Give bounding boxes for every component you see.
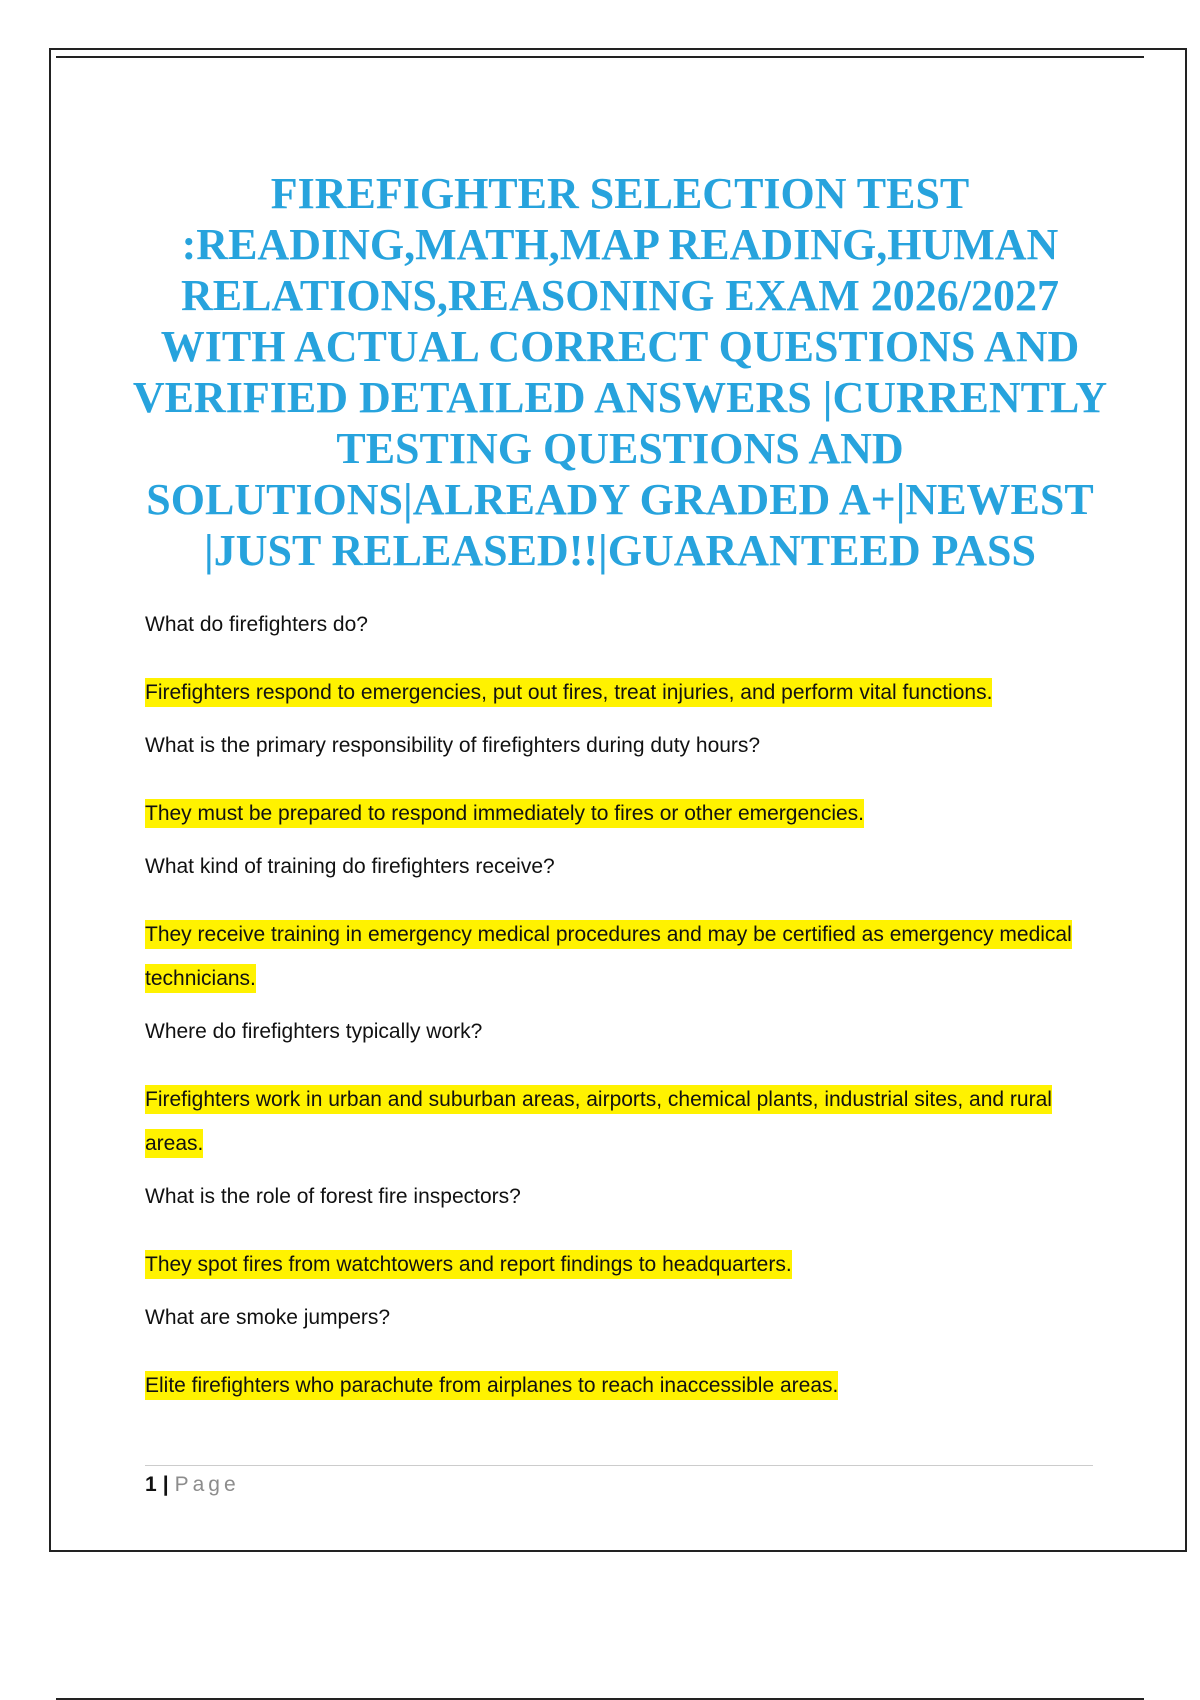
highlighted-answer: They spot fires from watchtowers and report findings to headquarters. bbox=[145, 1250, 792, 1279]
page-number: 1 bbox=[145, 1473, 157, 1496]
answer-block bbox=[145, 792, 1085, 836]
highlighted-answer: They receive training in emergency medical procedures and may be certified as emergency medical technicians. bbox=[145, 920, 1072, 993]
qa-item bbox=[145, 1017, 1085, 1166]
highlighted-answer: They must be prepared to respond immediately to fires or other emergencies. bbox=[145, 799, 864, 828]
qa-list bbox=[145, 610, 1085, 1424]
highlighted-answer: Elite firefighters who parachute from airplanes to reach inaccessible areas. bbox=[145, 1371, 838, 1400]
answer-block bbox=[145, 1078, 1085, 1166]
question-text: What is the role of forest fire inspectors? bbox=[145, 1185, 521, 1208]
answer-block bbox=[145, 1364, 1085, 1408]
qa-item bbox=[145, 1303, 1085, 1408]
question-text: What kind of training do firefighters receive? bbox=[145, 855, 555, 878]
footer-rule bbox=[145, 1465, 1093, 1466]
question-text: Where do firefighters typically work? bbox=[145, 1020, 483, 1043]
question-text: What are smoke jumpers? bbox=[145, 1306, 391, 1329]
qa-item bbox=[145, 852, 1085, 1001]
question-text: What is the primary responsibility of firefighters during duty hours? bbox=[145, 734, 761, 757]
document-title: FIREFIGHTER SELECTION TEST :READING,MATH,MAP READING,HUMAN RELATIONS,REASONING EXAM 2026/2027 WITH ACTUAL CORRECT QUESTIONS AND VERIFIED DETAILED ANSWERS |CURRENTLY TESTING QUESTIONS AND SOLUTIONS|ALREADY GRADED A+|NEWEST |JUST RELEASED!!|GUARANTEED PASS bbox=[132, 169, 1108, 575]
answer-block bbox=[145, 1243, 1085, 1287]
page-footer bbox=[145, 1470, 240, 1500]
answer-block bbox=[145, 913, 1085, 1001]
answer-block bbox=[145, 671, 1085, 715]
qa-item bbox=[145, 610, 1085, 715]
highlighted-answer: Firefighters work in urban and suburban areas, airports, chemical plants, industrial sites, and rural areas. bbox=[145, 1085, 1052, 1158]
page-label: Page bbox=[174, 1473, 240, 1496]
footer-separator: | bbox=[162, 1473, 169, 1496]
highlighted-answer: Firefighters respond to emergencies, put out fires, treat injuries, and perform vital functions. bbox=[145, 678, 992, 707]
qa-item bbox=[145, 1182, 1085, 1287]
top-rule bbox=[56, 56, 1144, 58]
qa-item bbox=[145, 731, 1085, 836]
question-text: What do firefighters do? bbox=[145, 613, 368, 636]
